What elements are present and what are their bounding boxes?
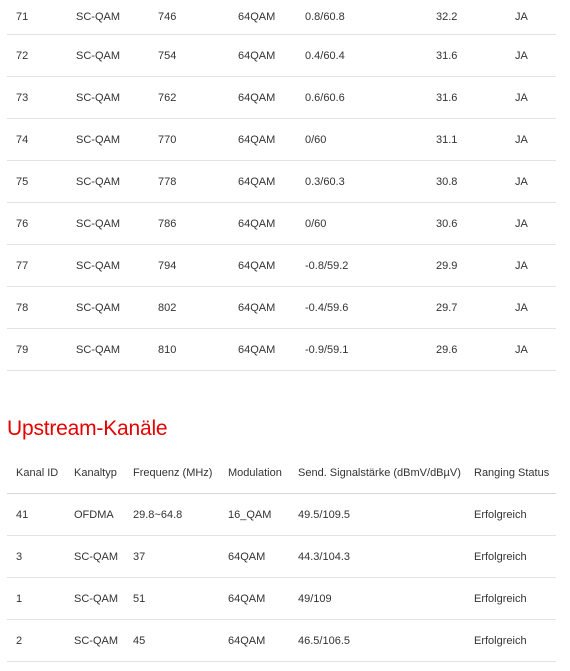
modulation-cell: 64QAM <box>238 0 305 35</box>
ranging-status-cell: Erfolgreich <box>474 494 556 536</box>
column-header-channel-id: Kanal ID <box>7 452 74 494</box>
table-row <box>7 161 556 203</box>
snr-cell: 29.9 <box>436 245 515 287</box>
channel-type-cell: SC-QAM <box>76 287 158 329</box>
channel-id-cell: 73 <box>7 77 76 119</box>
downstream-table-body <box>7 0 556 371</box>
locked-status-cell: JA <box>515 77 556 119</box>
power-level-cell: 0/60 <box>305 119 436 161</box>
channel-id-cell: 78 <box>7 287 76 329</box>
channel-id-cell: 41 <box>7 494 74 536</box>
column-header-modulation: Modulation <box>228 452 298 494</box>
frequency-cell: 45 <box>133 620 228 662</box>
upstream-channels-table <box>7 452 556 662</box>
locked-status-cell: JA <box>515 329 556 371</box>
modulation-cell: 64QAM <box>238 203 305 245</box>
channel-type-cell: SC-QAM <box>76 329 158 371</box>
transmit-power-cell: 46.5/106.5 <box>298 620 474 662</box>
channel-type-cell: SC-QAM <box>74 620 133 662</box>
power-level-cell: 0/60 <box>305 203 436 245</box>
table-row <box>7 536 556 578</box>
column-header-channel-type: Kanaltyp <box>74 452 133 494</box>
frequency-cell: 778 <box>158 161 238 203</box>
modulation-cell: 64QAM <box>238 119 305 161</box>
modulation-cell: 64QAM <box>228 536 298 578</box>
snr-cell: 31.6 <box>436 35 515 77</box>
channel-type-cell: SC-QAM <box>74 536 133 578</box>
transmit-power-cell: 49/109 <box>298 578 474 620</box>
channel-type-cell: SC-QAM <box>74 578 133 620</box>
snr-cell: 30.8 <box>436 161 515 203</box>
frequency-cell: 746 <box>158 0 238 35</box>
channel-type-cell: SC-QAM <box>76 77 158 119</box>
ranging-status-cell: Erfolgreich <box>474 620 556 662</box>
channel-id-cell: 72 <box>7 35 76 77</box>
locked-status-cell: JA <box>515 161 556 203</box>
channel-id-cell: 76 <box>7 203 76 245</box>
frequency-cell: 786 <box>158 203 238 245</box>
channel-type-cell: SC-QAM <box>76 119 158 161</box>
channel-id-cell: 71 <box>7 0 76 35</box>
frequency-cell: 810 <box>158 329 238 371</box>
channel-type-cell: SC-QAM <box>76 245 158 287</box>
table-row <box>7 287 556 329</box>
locked-status-cell: JA <box>515 287 556 329</box>
column-header-transmit-power: Send. Signalstärke (dBmV/dBµV) <box>298 452 474 494</box>
ranging-status-cell: Erfolgreich <box>474 578 556 620</box>
channel-id-cell: 3 <box>7 536 74 578</box>
table-row <box>7 203 556 245</box>
channel-id-cell: 2 <box>7 620 74 662</box>
frequency-cell: 770 <box>158 119 238 161</box>
locked-status-cell: JA <box>515 119 556 161</box>
column-header-frequency: Frequenz (MHz) <box>133 452 228 494</box>
frequency-cell: 762 <box>158 77 238 119</box>
channel-type-cell: SC-QAM <box>76 203 158 245</box>
snr-cell: 29.7 <box>436 287 515 329</box>
modulation-cell: 64QAM <box>238 161 305 203</box>
table-row <box>7 35 556 77</box>
modulation-cell: 64QAM <box>238 35 305 77</box>
frequency-cell: 37 <box>133 536 228 578</box>
modulation-cell: 64QAM <box>238 245 305 287</box>
upstream-table-body <box>7 494 556 662</box>
locked-status-cell: JA <box>515 203 556 245</box>
table-row <box>7 0 556 35</box>
table-row <box>7 578 556 620</box>
locked-status-cell: JA <box>515 0 556 35</box>
channel-id-cell: 75 <box>7 161 76 203</box>
table-row <box>7 245 556 287</box>
frequency-cell: 29.8~64.8 <box>133 494 228 536</box>
channel-type-cell: OFDMA <box>74 494 133 536</box>
modulation-cell: 16_QAM <box>228 494 298 536</box>
channel-type-cell: SC-QAM <box>76 161 158 203</box>
power-level-cell: 0.3/60.3 <box>305 161 436 203</box>
table-row <box>7 494 556 536</box>
locked-status-cell: JA <box>515 35 556 77</box>
header-row <box>7 452 556 494</box>
channel-id-cell: 74 <box>7 119 76 161</box>
downstream-channels-table <box>7 0 556 371</box>
channel-id-cell: 1 <box>7 578 74 620</box>
snr-cell: 31.1 <box>436 119 515 161</box>
snr-cell: 29.6 <box>436 329 515 371</box>
modulation-cell: 64QAM <box>238 329 305 371</box>
table-row <box>7 119 556 161</box>
upstream-section-title: Upstream-Kanäle <box>7 417 168 440</box>
column-header-ranging-status: Ranging Status <box>474 452 556 494</box>
transmit-power-cell: 44.3/104.3 <box>298 536 474 578</box>
channel-type-cell: SC-QAM <box>76 35 158 77</box>
power-level-cell: 0.6/60.6 <box>305 77 436 119</box>
modulation-cell: 64QAM <box>228 578 298 620</box>
channel-type-cell: SC-QAM <box>76 0 158 35</box>
channel-id-cell: 77 <box>7 245 76 287</box>
snr-cell: 30.6 <box>436 203 515 245</box>
modulation-cell: 64QAM <box>228 620 298 662</box>
frequency-cell: 802 <box>158 287 238 329</box>
locked-status-cell: JA <box>515 245 556 287</box>
power-level-cell: -0.8/59.2 <box>305 245 436 287</box>
channel-id-cell: 79 <box>7 329 76 371</box>
transmit-power-cell: 49.5/109.5 <box>298 494 474 536</box>
power-level-cell: 0.8/60.8 <box>305 0 436 35</box>
table-row <box>7 329 556 371</box>
table-row <box>7 620 556 662</box>
power-level-cell: -0.9/59.1 <box>305 329 436 371</box>
snr-cell: 32.2 <box>436 0 515 35</box>
power-level-cell: 0.4/60.4 <box>305 35 436 77</box>
frequency-cell: 754 <box>158 35 238 77</box>
upstream-table-header <box>7 452 556 494</box>
frequency-cell: 794 <box>158 245 238 287</box>
modulation-cell: 64QAM <box>238 77 305 119</box>
power-level-cell: -0.4/59.6 <box>305 287 436 329</box>
frequency-cell: 51 <box>133 578 228 620</box>
table-row <box>7 77 556 119</box>
modulation-cell: 64QAM <box>238 287 305 329</box>
snr-cell: 31.6 <box>436 77 515 119</box>
ranging-status-cell: Erfolgreich <box>474 536 556 578</box>
